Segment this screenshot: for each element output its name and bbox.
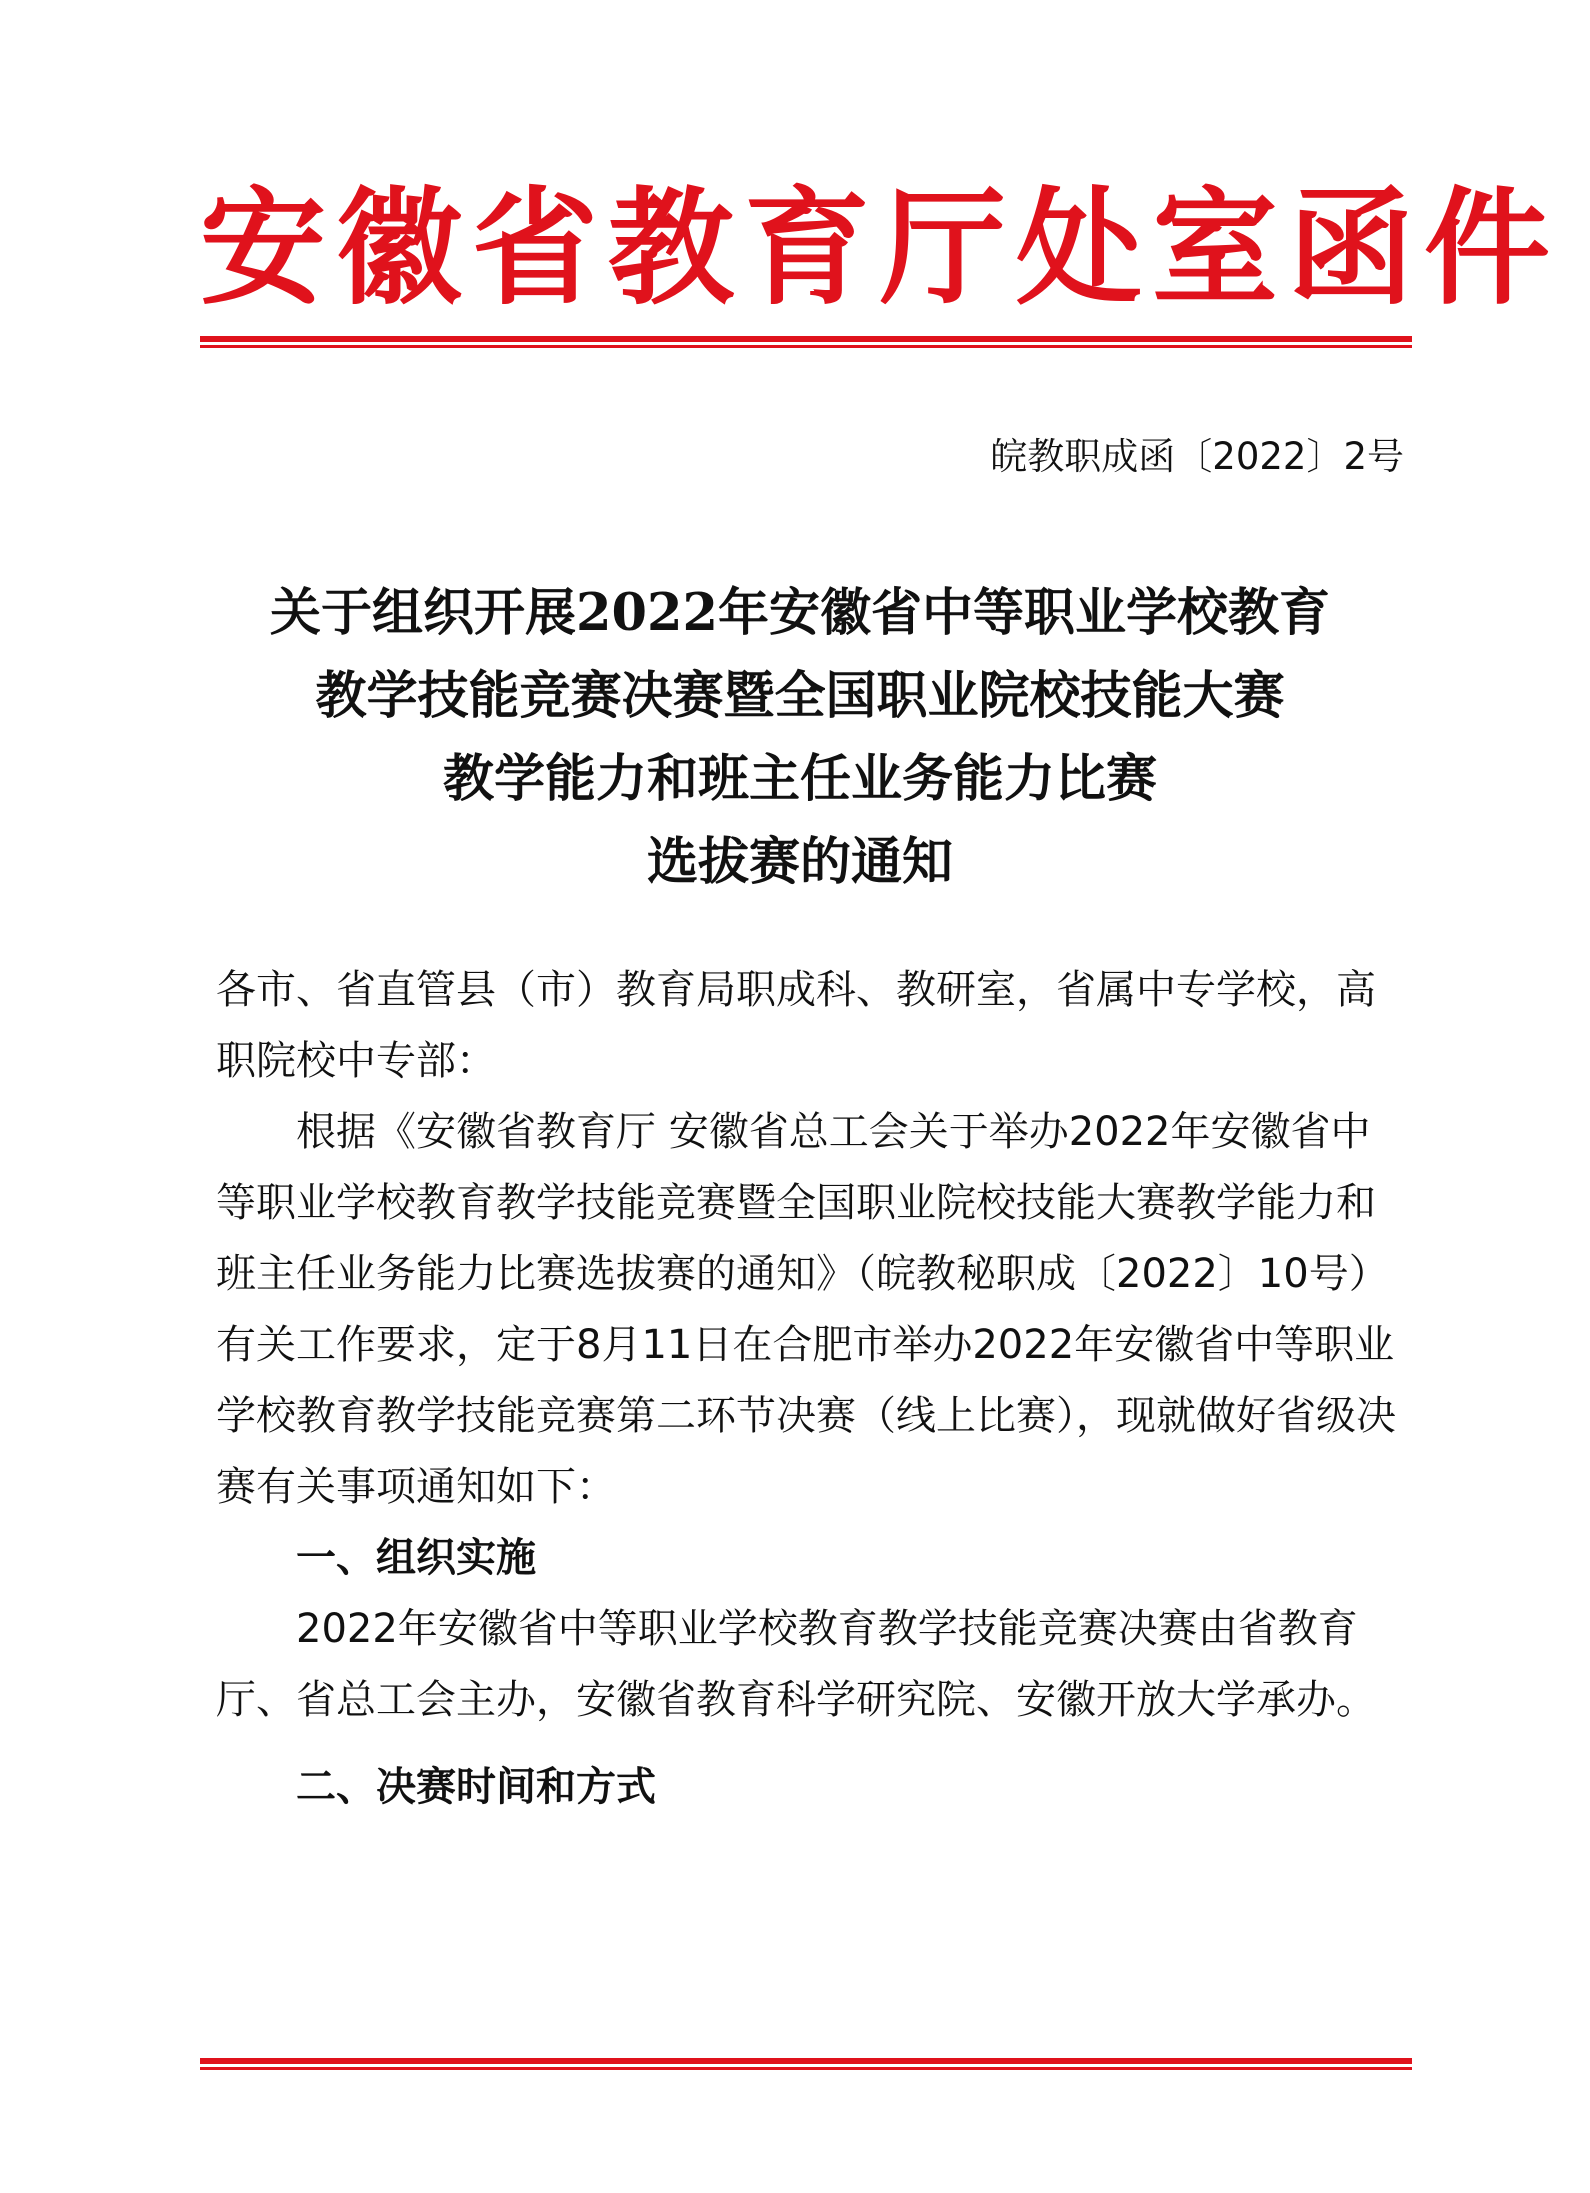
- notice-body: [216, 955, 1396, 1823]
- section-heading: 一、组织实施: [296, 1535, 536, 1581]
- letterhead-red-rule: [200, 336, 1412, 349]
- body-paragraph: 根据《安徽省教育厅 安徽省总工会关于举办2022年安徽省中等职业学校教育教学技能竞赛暨全国职业院校技能大赛教学能力和班主任业务能力比赛选拔赛的通知》（皖教秘职成〔2022〕10号）有关工作要求，定于8月11日在合肥市举办2022年安徽省中等职业学校教育教学技能竞赛第二环节决赛（线上比赛），现就做好省级决赛有关事项通知如下：: [216, 1109, 1396, 1510]
- notice-title-line: 教学能力和班主任业务能力比赛: [442, 749, 1157, 809]
- notice-title-line: 关于组织开展2022年安徽省中等职业学校教育: [270, 583, 1330, 643]
- notice-title-line: 教学技能竞赛决赛暨全国职业院校技能大赛: [315, 666, 1285, 726]
- salutation: 各市、省直管县（市）教育局职成科、教研室，省属中专学校，高职院校中专部：: [216, 967, 1376, 1084]
- notice-title: [200, 572, 1400, 904]
- letterhead-title: 安徽省教育厅处室函件: [200, 174, 1560, 322]
- footer-red-rule: [200, 2058, 1412, 2071]
- body-paragraph: 2022年安徽省中等职业学校教育教学技能竞赛决赛由省教育厅、省总工会主办，安徽省教育科学研究院、安徽开放大学承办。: [216, 1606, 1376, 1723]
- notice-title-line: 选拔赛的通知: [646, 832, 953, 892]
- section-heading: 二、决赛时间和方式: [296, 1764, 656, 1810]
- document-number: 皖教职成函〔2022〕2号: [990, 435, 1404, 478]
